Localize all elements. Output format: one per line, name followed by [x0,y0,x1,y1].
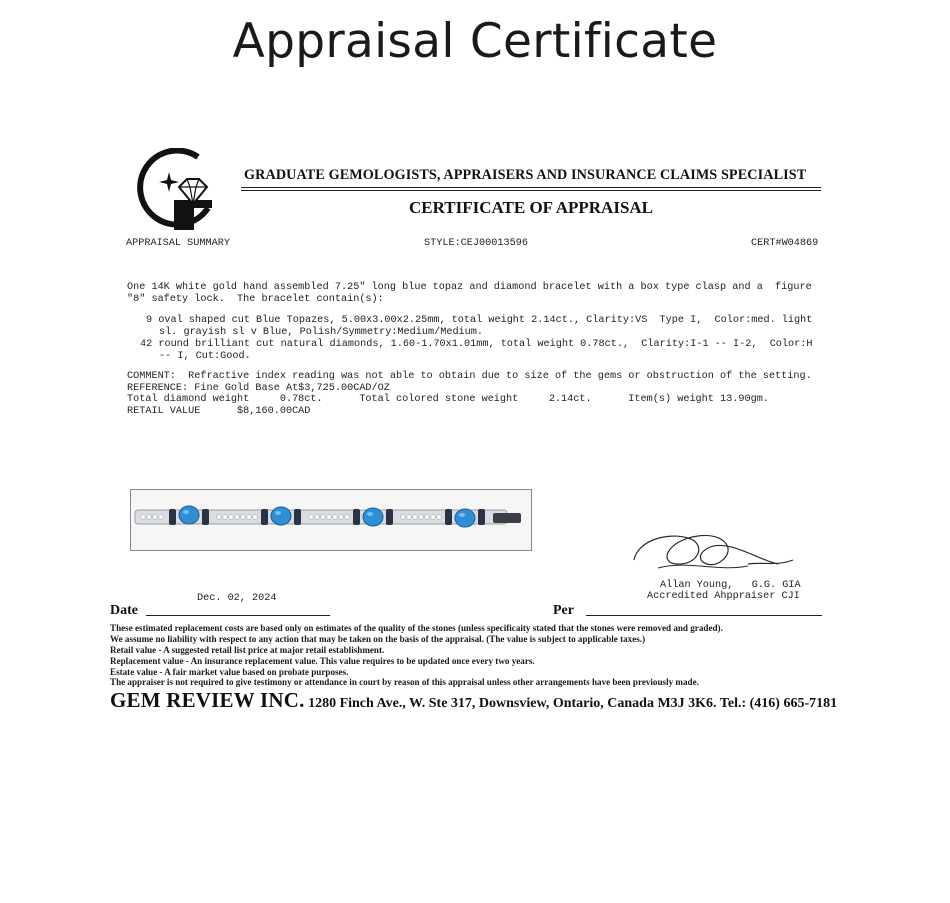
footer [110,688,837,713]
weights-line: Total diamond weight 0.78ct. Total colored stone weight 2.14ct. Item(s) weight 13.90gm. [127,394,769,405]
organization-line: GRADUATE GEMOLOGISTS, APPRAISERS AND INSURANCE CLAIMS SPECIALIST [244,167,807,183]
disclaimer-line: We assume no liability with respect to any action that may be taken on the basis of the appraisal. (The value is subject to applicable taxes.) [110,634,646,644]
description-line: "8" safety lock. The bracelet contain(s): [127,294,384,305]
company-name: GEM REVIEW INC. [110,688,305,712]
header-rule-top [241,187,821,188]
bracelet-photo [130,489,532,551]
company-address: 1280 Finch Ave., W. Ste 317, Downsview, Ontario, Canada M3J 3K6. Tel.: (416) 665-7181 [304,696,838,711]
comment-line: COMMENT: Refractive index reading was not able to obtain due to size of the gems or obstruction of the setting. [127,371,812,382]
header-rule-bottom [241,190,821,191]
disclaimer-line: Estate value - A fair market value based on probate purposes. [110,667,349,677]
certificate-title: CERTIFICATE OF APPRAISAL [408,198,654,217]
retail-value-line: RETAIL VALUE $8,160.00CAD [127,406,311,417]
disclaimer-line: Replacement value - An insurance replacement value. This value requires to be updated once every two years. [110,656,535,666]
appraisal-summary-label: APPRAISAL SUMMARY [126,238,230,249]
disclaimer-line: These estimated replacement costs are based only on estimates of the quality of the stones (unless specificaity stated that the stones were removed and graded). [110,623,723,633]
stone-item-line: 9 oval shaped cut Blue Topazes, 5.00x3.00x2.25mm, total weight 2.14ct., Clarity:VS Type I, Color:med. light [146,315,813,326]
certificate-number: CERT#W04869 [751,238,819,249]
per-signature-line [586,615,822,616]
disclaimer-line: Retail value - A suggested retail list price at major retail establishment. [110,645,385,655]
page-title: Appraisal Certificate [232,14,718,69]
appraiser-name: Allan Young, G.G. GIA [660,580,801,591]
date-value: Dec. 02, 2024 [197,593,277,604]
style-number: STYLE:CEJ00013596 [424,238,528,249]
disclaimer-line: The appraiser is not required to give testimony or attendance in court by reason of this appraisal unless other arrangements have been previously made. [110,677,699,687]
stone-item-line: 42 round brilliant cut natural diamonds, 1.60-1.70x1.01mm, total weight 0.78ct., Clarity:I-1 -- I-2, Color:H [140,339,813,350]
date-label: Date [110,603,138,618]
reference-line: REFERENCE: Fine Gold Base At$3,725.00CAD/OZ [127,383,390,394]
stone-item-line: -- I, Cut:Good. [159,351,251,362]
signature-scribble [628,520,798,580]
stone-item-line: sl. grayish sl v Blue, Polish/Symmetry:Medium/Medium. [159,327,484,338]
diamond-logo-icon [134,148,220,234]
description-line: One 14K white gold hand assembled 7.25" long blue topaz and diamond bracelet with a box type clasp and a figure [127,282,812,293]
date-signature-line [146,615,330,616]
appraiser-title: Accredited Ahppraiser CJI [647,591,800,602]
per-label: Per [553,603,574,618]
